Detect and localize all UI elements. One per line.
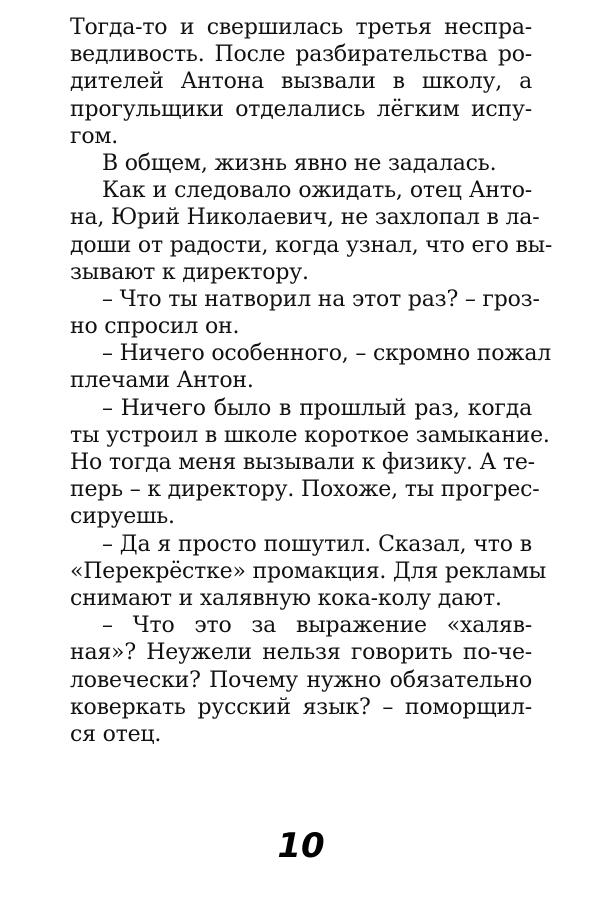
text-line: ты устроил в школе короткое замыкание. — [70, 422, 550, 448]
text-line: на, Юрий Николаевич, не захлопал в ла- — [70, 205, 540, 231]
page-body-text — [70, 14, 553, 748]
text-line: ведливость. После разбирательства ро- — [70, 42, 532, 68]
text-line: доши от радости, когда узнал, что его вы- — [70, 232, 553, 258]
text-line: – Да я просто пошутил. Сказал, что в — [102, 531, 532, 557]
text-line: «Перекрёстке» промакция. Для рекламы — [70, 558, 547, 584]
text-line: но спросил он. — [70, 314, 240, 340]
text-line: – Что ты натворил на этот раз? – гроз- — [102, 286, 540, 312]
book-page — [70, 14, 553, 884]
text-line: Как и следовало ожидать, отец Анто- — [102, 178, 532, 204]
text-line: В общем, жизнь явно не задалась. — [102, 150, 497, 176]
text-line: – Ничего особенного, – скромно пожал — [102, 341, 552, 367]
text-line: – Что это за выражение «халяв- — [102, 613, 532, 639]
text-line: снимают и халявную кока-колу дают. — [70, 585, 502, 611]
text-line: перь – к директору. Похоже, ты прогрес- — [70, 477, 540, 503]
text-line: Но тогда меня вызывали к физику. А те- — [70, 450, 535, 475]
text-line: плечами Антон. — [70, 368, 254, 394]
text-line: гом. — [70, 123, 119, 149]
text-line: – Ничего было в прошлый раз, когда — [102, 395, 532, 421]
text-line: сируешь. — [70, 504, 175, 530]
text-line: коверкать русский язык? – поморщил- — [70, 694, 532, 720]
text-line: ная»? Неужели нельзя говорить по-че- — [70, 640, 532, 666]
page-number: 10 — [277, 826, 325, 866]
text-line: зывают к директору. — [70, 259, 309, 285]
text-line: Тогда-то и свершилась третья неспра- — [70, 15, 532, 40]
text-line: прогульщики отделались лёгким испу- — [70, 96, 532, 122]
text-line: дителей Антона вызвали в школу, а — [70, 69, 532, 95]
text-line: ловечески? Почему нужно обязательно — [70, 667, 532, 693]
text-line: ся отец. — [70, 721, 162, 747]
